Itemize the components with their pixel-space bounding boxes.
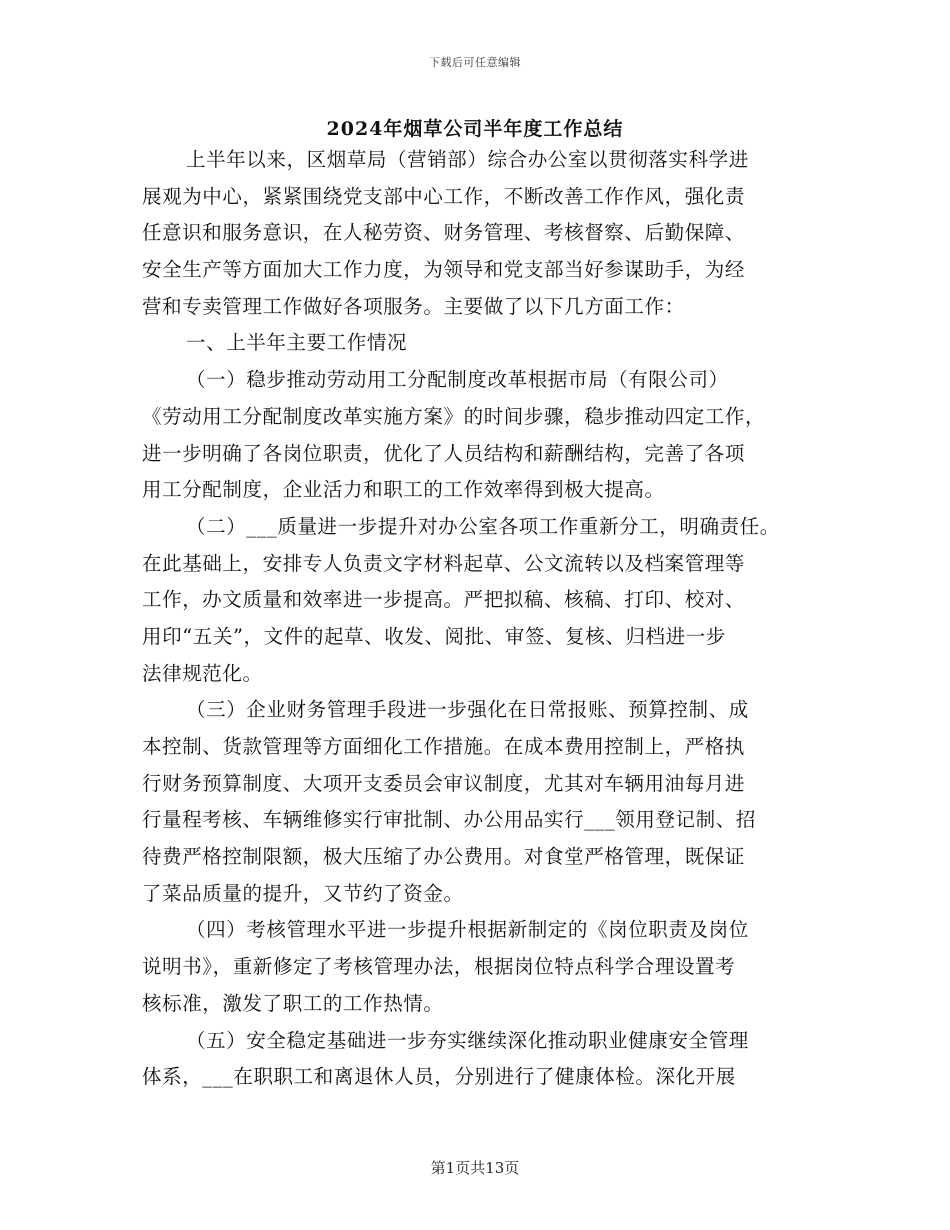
body-line: 本控制、货款管理等方面细化工作措施。在成本费用控制上，严格执 [142, 735, 746, 758]
body-line: 任意识和服务意识，在人秘劳资、财务管理、考核督察、后勤保障、 [142, 221, 746, 245]
body-line: 工作，办文质量和效率进一步提高。严把拟稿、核稿、打印、校对、 [142, 588, 746, 612]
body-line: 在此基础上，安排专人负责文字材料起草、公文流转以及档案管理等 [142, 551, 746, 575]
body-line: 用工分配制度，企业活力和职工的工作效率得到极大提高。 [142, 478, 665, 502]
body-line: 安全生产等方面加大工作力度，为领导和党支部当好参谋助手，为经 [142, 258, 746, 282]
body-line: （二）___质量进一步提升对办公室各项工作重新分工，明确责任。 [186, 514, 780, 538]
body-line: 营和专卖管理工作做好各项服务。主要做了以下几方面工作： [142, 294, 685, 318]
body-line: 体系，___在职职工和离退休人员，分别进行了健康体检。深化开展 [142, 1065, 736, 1089]
body-line: （四）考核管理水平进一步提升根据新制定的《岗位职责及岗位 [186, 918, 749, 942]
body-line: 法律规范化。 [142, 661, 263, 685]
body-line: 待费严格控制限额，极大压缩了办公费用。对食堂严格管理，既保证 [142, 845, 746, 869]
body-line: 《劳动用工分配制度改革实施方案》的时间步骤，稳步推动四定工作， [142, 404, 766, 428]
body-line: （五）安全稳定基础进一步夯实继续深化推动职业健康安全管理 [186, 1028, 749, 1052]
section-heading: 一、上半年主要工作情况 [186, 331, 408, 355]
body-line: 行财务预算制度、大项开支委员会审议制度，尤其对车辆用油每月进 [142, 771, 746, 795]
body-line: 行量程考核、车辆维修实行审批制、办公用品实行___领用登记制、招 [142, 808, 756, 832]
body-line: （一）稳步推动劳动用工分配制度改革根据市局（有限公司） [186, 368, 729, 392]
page-number: 第1页共13页 [430, 1159, 520, 1177]
body-line: （三）企业财务管理手段进一步强化在日常报账、预算控制、成 [186, 698, 749, 722]
body-line: 上半年以来，区烟草局（营销部）综合办公室以贯彻落实科学进 [186, 148, 749, 171]
body-line: 说明书》，重新修定了考核管理办法，根据岗位特点科学合理设置考 [142, 955, 736, 979]
body-line: 用印“五关”，文件的起草、收发、阅批、审签、复核、归档进一步 [142, 624, 726, 648]
body-line: 核标准，激发了职工的工作热情。 [142, 991, 444, 1015]
document-title: 2024年烟草公司半年度工作总结 [326, 118, 624, 140]
header-note: 下载后可任意编辑 [429, 56, 521, 69]
body-line: 展观为中心，紧紧围绕党支部中心工作，不断改善工作作风，强化责 [142, 184, 746, 208]
document-body [142, 142, 842, 1096]
body-line: 了菜品质量的提升，又节约了资金。 [142, 881, 464, 905]
body-line: 进一步明确了各岗位职责，优化了人员结构和薪酬结构，完善了各项 [142, 441, 746, 465]
